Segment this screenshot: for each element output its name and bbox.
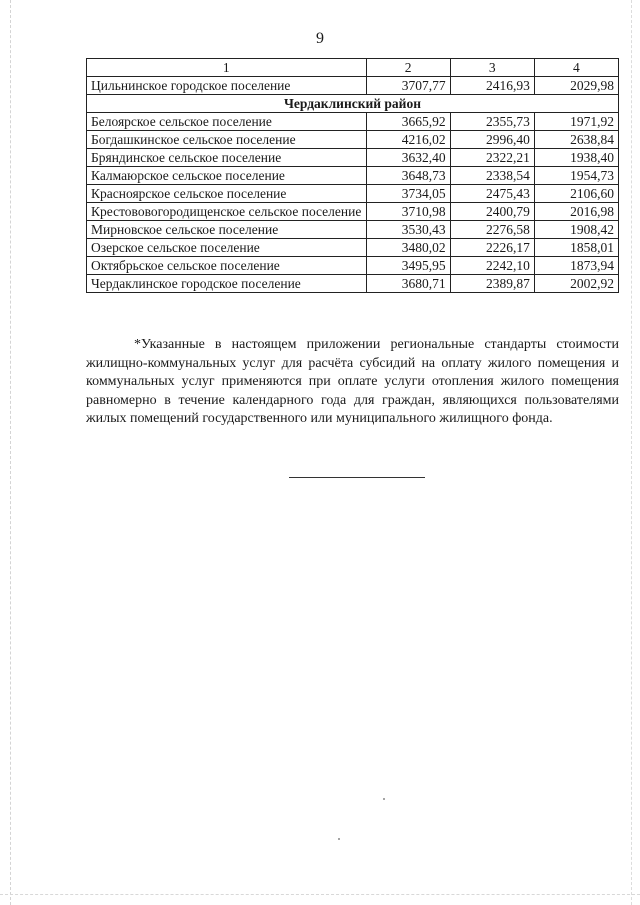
header-cell: 2: [366, 59, 450, 77]
settlement-name: Октябрьское сельское поселение: [87, 257, 367, 275]
value-col3: 2416,93: [450, 77, 534, 95]
value-col3: 2242,10: [450, 257, 534, 275]
value-col2: 3707,77: [366, 77, 450, 95]
closing-divider-line: [289, 477, 425, 478]
scan-edge-bottom: [0, 894, 640, 895]
value-col2: 3734,05: [366, 185, 450, 203]
value-col4: 1908,42: [534, 221, 618, 239]
value-col4: 2016,98: [534, 203, 618, 221]
district-name: Чердаклинский район: [87, 95, 619, 113]
table-row: [87, 257, 619, 275]
table-row: [87, 113, 619, 131]
value-col2: 3665,92: [366, 113, 450, 131]
value-col2: 3480,02: [366, 239, 450, 257]
value-col3: 2389,87: [450, 275, 534, 293]
header-cell: 3: [450, 59, 534, 77]
value-col3: 2996,40: [450, 131, 534, 149]
value-col3: 2400,79: [450, 203, 534, 221]
settlement-name: Красноярское сельское поселение: [87, 185, 367, 203]
scan-edge-right: [631, 0, 632, 905]
scan-speck: [383, 798, 385, 800]
value-col2: 3648,73: [366, 167, 450, 185]
table-row: [87, 203, 619, 221]
value-col2: 4216,02: [366, 131, 450, 149]
value-col4: 2002,92: [534, 275, 618, 293]
settlements-table: [86, 58, 619, 293]
table-row: [87, 221, 619, 239]
settlement-name: Богдашкинское сельское поселение: [87, 131, 367, 149]
value-col2: 3680,71: [366, 275, 450, 293]
value-col3: 2475,43: [450, 185, 534, 203]
page-number: 9: [316, 30, 324, 47]
value-col2: 3710,98: [366, 203, 450, 221]
scan-speck: [338, 838, 340, 840]
settlement-name: Озерское сельское поселение: [87, 239, 367, 257]
table-row: [87, 149, 619, 167]
value-col3: 2338,54: [450, 167, 534, 185]
value-col3: 2276,58: [450, 221, 534, 239]
value-col3: 2226,17: [450, 239, 534, 257]
district-row: [87, 95, 619, 113]
table-row: [87, 131, 619, 149]
settlement-name: Бряндинское сельское поселение: [87, 149, 367, 167]
value-col4: 1938,40: [534, 149, 618, 167]
header-cell: 1: [87, 59, 367, 77]
value-col2: 3530,43: [366, 221, 450, 239]
scan-edge-left: [10, 0, 11, 905]
table-row: [87, 167, 619, 185]
value-col4: 2106,60: [534, 185, 618, 203]
settlement-name: Мирновское сельское поселение: [87, 221, 367, 239]
value-col4: 1873,94: [534, 257, 618, 275]
header-cell: 4: [534, 59, 618, 77]
value-col3: 2322,21: [450, 149, 534, 167]
settlement-name: Белоярское сельское поселение: [87, 113, 367, 131]
settlement-name: Цильнинское городское поселение: [87, 77, 367, 95]
table-row: [87, 275, 619, 293]
value-col4: 1971,92: [534, 113, 618, 131]
table-row: [87, 185, 619, 203]
value-col2: 3632,40: [366, 149, 450, 167]
value-col3: 2355,73: [450, 113, 534, 131]
footnote: *Указанные в настоящем приложении региональные стандарты стоимости жилищно-коммунальных услуг для расчёта субсидий на оплату жилого помещения и коммунальных услуг применяются при оплате услуги отопления жилого помещения равномерно в течение календарного года для граждан, являющихся пользователями жилых помещений государственного или муниципального жилищного фонда.: [86, 337, 619, 426]
table-header-row: [87, 59, 619, 77]
settlement-name: Калмаюрское сельское поселение: [87, 167, 367, 185]
value-col2: 3495,95: [366, 257, 450, 275]
table-row: [87, 77, 619, 95]
settlement-name: Чердаклинское городское поселение: [87, 275, 367, 293]
table-row: [87, 239, 619, 257]
value-col4: 1858,01: [534, 239, 618, 257]
settlement-name: Крестововогородищенское сельское поселение: [87, 203, 367, 221]
value-col4: 2638,84: [534, 131, 618, 149]
value-col4: 1954,73: [534, 167, 618, 185]
value-col4: 2029,98: [534, 77, 618, 95]
